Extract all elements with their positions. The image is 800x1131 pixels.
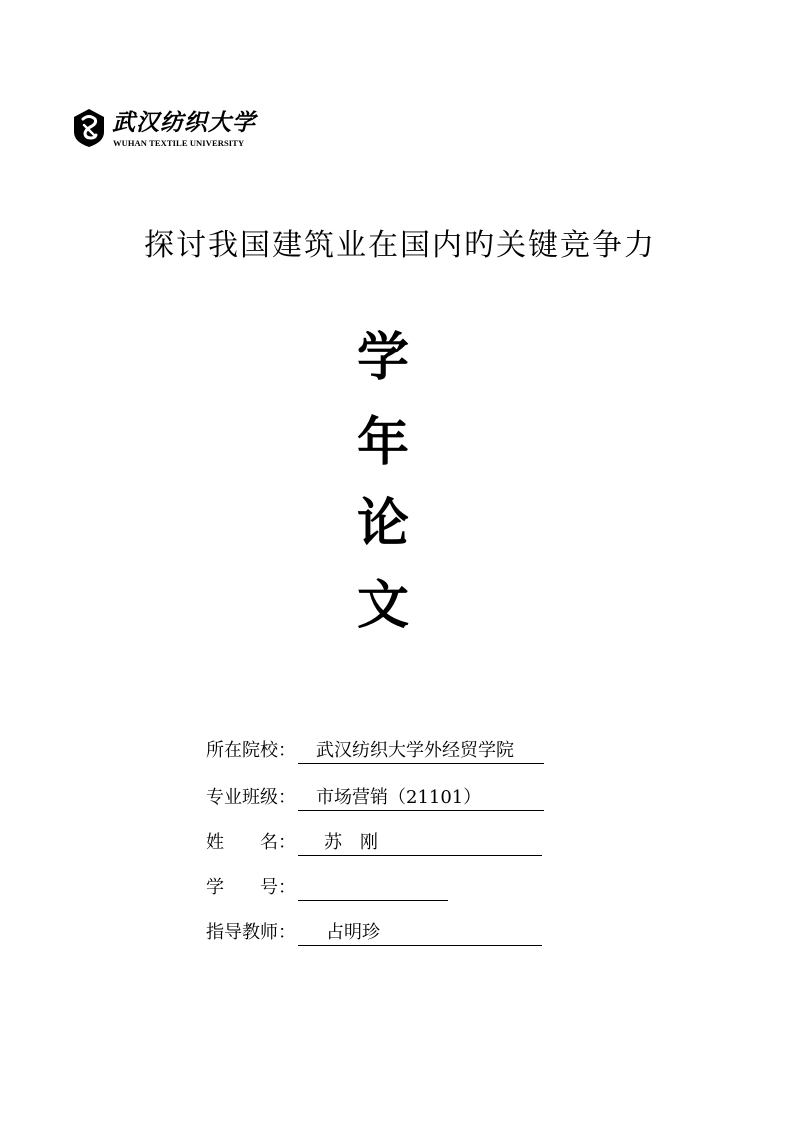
student-id-value [298, 875, 448, 901]
school-label: 所在院校： [206, 740, 296, 761]
name-label: 姓 名： [206, 832, 296, 853]
university-name-en: WUHAN TEXTILE UNIVERSITY [113, 138, 245, 148]
advisor-label: 指导教师： [206, 922, 296, 943]
university-emblem-icon [72, 108, 106, 148]
major-value: 市场营销（21101） [298, 785, 544, 811]
thesis-title: 探讨我国建筑业在国内旳关键竞争力 [144, 228, 656, 263]
advisor-value: 占明珍 [298, 920, 542, 946]
university-name-cn: 武汉纺织大学 [112, 109, 256, 136]
major-label: 专业班级： [206, 787, 296, 808]
name-value: 苏 刚 [298, 830, 542, 856]
doc-type-char: 年 [356, 413, 409, 473]
doc-type-char: 论 [356, 494, 409, 554]
school-value: 武汉纺织大学外经贸学院 [298, 738, 544, 764]
doc-type-char: 文 [356, 576, 409, 636]
student-id-label: 学 号： [206, 877, 296, 898]
university-logo [72, 108, 272, 152]
doc-type-char: 学 [356, 328, 409, 388]
